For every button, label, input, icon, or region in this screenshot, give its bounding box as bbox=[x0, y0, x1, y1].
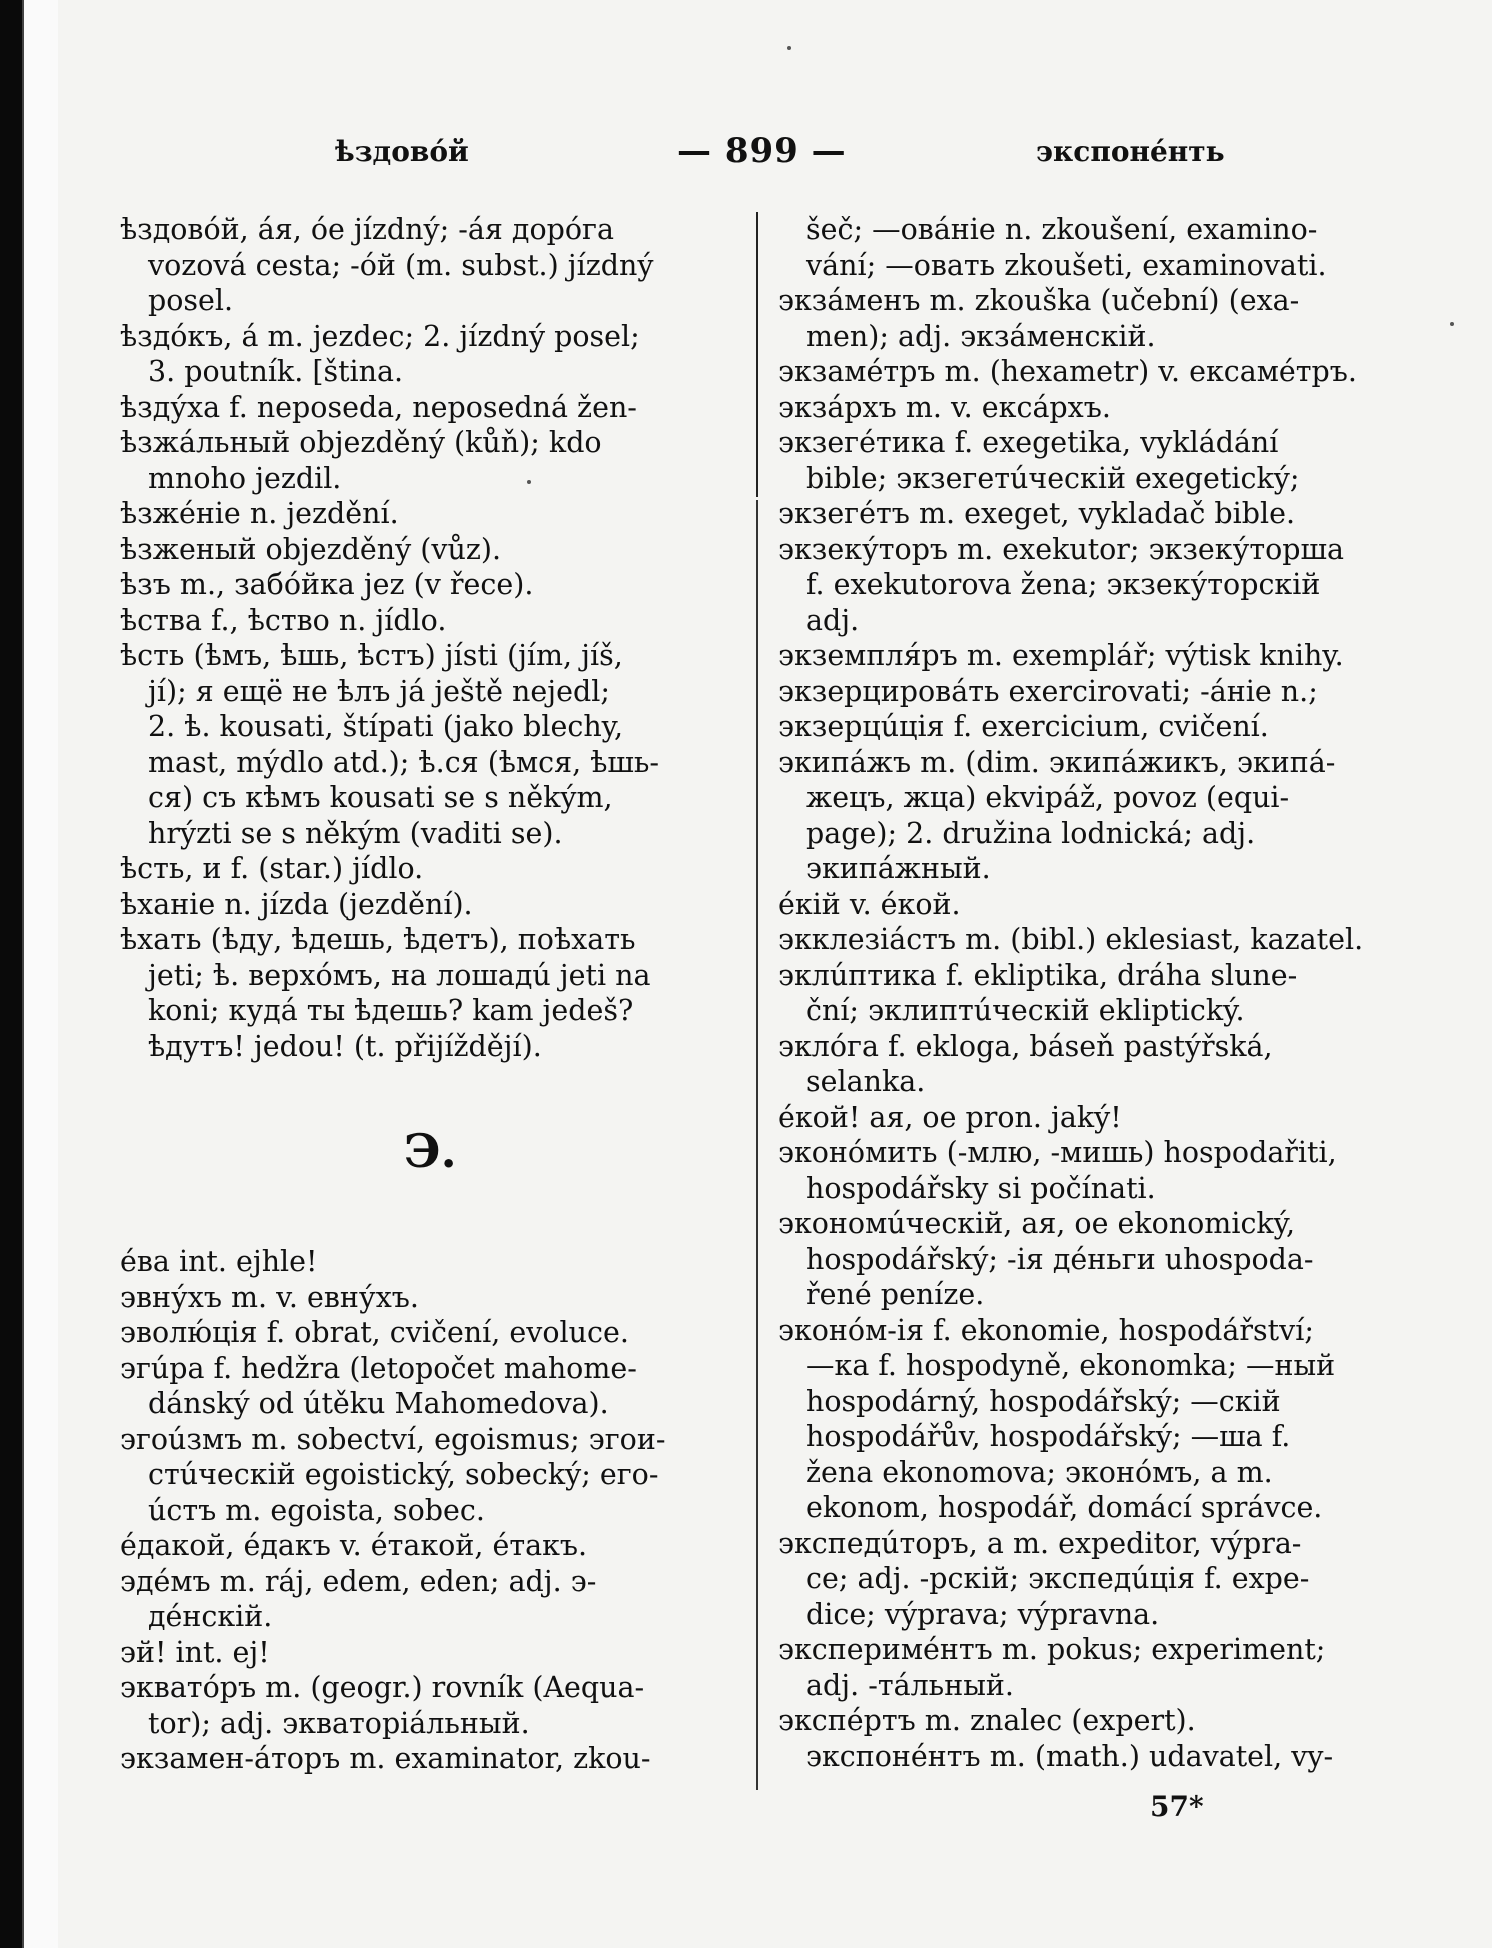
dictionary-line: dice; výprava; výpravna. bbox=[806, 1597, 1160, 1631]
dictionary-line: дéнскій. bbox=[148, 1600, 273, 1633]
dictionary-line: эксперимéнтъ m. pokus; experiment; bbox=[778, 1633, 1326, 1666]
dictionary-line: hospodárný, hospodářský; —скій bbox=[806, 1384, 1281, 1418]
dictionary-line: mast, mýdlo atd.); ѣ.ся (ѣмся, ѣшь- bbox=[148, 745, 660, 779]
dictionary-line: adj. -тáльный. bbox=[806, 1668, 1014, 1702]
dictionary-line: ѣздовóй, áя, óе jízdný; -áя дорóга bbox=[120, 213, 614, 246]
dictionary-line: ѣдутъ! jedou! (t. přijíždějí). bbox=[148, 1029, 542, 1063]
dictionary-line: žena ekonomova; эконóмъ, а m. bbox=[806, 1455, 1273, 1489]
dictionary-line: úстъ m. egoista, sobec. bbox=[148, 1493, 485, 1527]
dictionary-line: экономúческій, ая, ое ekonomický, bbox=[778, 1207, 1296, 1240]
dictionary-line: éкой! ая, ое pron. jaký! bbox=[778, 1100, 1122, 1134]
dictionary-line: page); 2. družina lodnická; adj. bbox=[806, 816, 1256, 850]
scan-edge-dark bbox=[0, 0, 22, 1948]
dictionary-line: šeč; —ова́ніе n. zkoušení, examino- bbox=[806, 213, 1318, 246]
dictionary-line: tor); adj. экваторіáльный. bbox=[148, 1706, 530, 1740]
column-divider-lower bbox=[756, 500, 758, 1790]
dictionary-line: эволю́ція f. obrat, cvičení, evoluce. bbox=[120, 1316, 629, 1349]
page-number: — 899 — bbox=[677, 131, 847, 171]
dictionary-line: 3. poutník. [ština. bbox=[148, 355, 404, 388]
dictionary-line: jí); я ещё не ѣлъ já ještě nejedl; bbox=[148, 674, 610, 708]
dictionary-line: экзамéтръ m. (hexametr) v. ексамéтръ. bbox=[778, 355, 1357, 388]
dictionary-line: éкій v. éкой. bbox=[778, 887, 961, 921]
dictionary-line: ѣзжáльный objezděný (kůň); kdo bbox=[120, 426, 602, 459]
dictionary-line: эклúптика f. ekliptika, dráha slune- bbox=[778, 958, 1298, 992]
dictionary-line: ѣханіе n. jízda (jezdění). bbox=[120, 887, 473, 921]
dictionary-line: ѣства f., ѣство n. jídlo. bbox=[120, 603, 447, 637]
right-column bbox=[778, 212, 1378, 1774]
dictionary-line: экзерцúція f. exercicium, cvičení. bbox=[778, 710, 1269, 743]
dictionary-line: vozová cesta; -óй (m. subst.) jízdný bbox=[148, 248, 654, 282]
dictionary-line: men); adj. экзáменскій. bbox=[806, 319, 1156, 353]
dictionary-line: jeti; ѣ. верхóмъ, на лошадú jeti na bbox=[148, 958, 651, 992]
dictionary-line: эконóм-ія f. ekonomie, hospodářství; bbox=[778, 1313, 1314, 1347]
left-column bbox=[120, 212, 730, 1777]
scan-speck bbox=[1450, 322, 1454, 326]
scan-speck bbox=[527, 480, 531, 484]
dictionary-line: f. exekutorova žena; экзеку́торскій bbox=[806, 568, 1321, 601]
dictionary-line: экземпля́ръ m. exemplář; výtisk knihy. bbox=[778, 639, 1344, 672]
dictionary-line: ekonom, hospodář, domácí správce. bbox=[806, 1491, 1323, 1524]
section-letter: Э. bbox=[404, 1124, 457, 1178]
dictionary-line: vání; —овать zkoušeti, examinovati. bbox=[806, 248, 1327, 282]
dictionary-line: экспéртъ m. znalec (expert). bbox=[778, 1704, 1196, 1737]
column-divider-upper bbox=[756, 212, 758, 497]
dictionary-line: эконóмить (-млю, -мишь) hospodařiti, bbox=[778, 1136, 1337, 1169]
dictionary-line: ѣзду́ха f. neposeda, neposedná žen- bbox=[120, 390, 637, 424]
dictionary-line: koni; кудá ты ѣдешь? kam jedeš? bbox=[148, 994, 634, 1027]
dictionary-line: экзамен-áторъ m. examinator, zkou- bbox=[120, 1742, 651, 1775]
dictionary-line: 2. ѣ. kousati, štípati (jako blechy, bbox=[148, 710, 624, 743]
dictionary-line: экзерцировáть exercirovati; -áніе n.; bbox=[778, 674, 1318, 708]
dictionary-line: ční; эклиптúческій ekliptický. bbox=[806, 994, 1245, 1027]
dictionary-line: dánský od útěku Mahomedova). bbox=[148, 1387, 609, 1420]
dictionary-line: mnoho jezdil. bbox=[148, 461, 342, 495]
dictionary-line: экклезiáстъ m. (bibl.) eklesiast, kazatel. bbox=[778, 923, 1364, 956]
dictionary-line: řené peníze. bbox=[806, 1278, 985, 1311]
dictionary-line: ѣздóкъ, á m. jezdec; 2. jízdný posel; bbox=[120, 319, 640, 353]
dictionary-line: ѣзъ m., забóйка jez (v řece). bbox=[120, 568, 534, 601]
running-head-first-entry: ѣздовóй bbox=[335, 135, 469, 168]
dictionary-line: экзáрхъ m. v. ексáрхъ. bbox=[778, 390, 1111, 424]
running-head bbox=[0, 131, 1492, 179]
dictionary-line: экзáменъ m. zkouška (učební) (exa- bbox=[778, 284, 1300, 317]
dictionary-line: hospodářsky si počínati. bbox=[806, 1171, 1156, 1205]
dictionary-line: жецъ, жца) ekvipáž, povoz (equi- bbox=[806, 781, 1290, 814]
dictionary-line: ѣсть (ѣмъ, ѣшь, ѣстъ) jísti (jím, jíš, bbox=[120, 639, 623, 672]
dictionary-line: эвну́хъ m. v. евну́хъ. bbox=[120, 1280, 419, 1314]
dictionary-line: эклóга f. ekloga, báseň pastýřská, bbox=[778, 1029, 1273, 1063]
dictionary-line: экспонéнтъ m. (math.) udavatel, vy- bbox=[806, 1739, 1334, 1773]
dictionary-line: экзеку́торъ m. exekutor; экзеку́торша bbox=[778, 532, 1345, 566]
dictionary-line: éдакой, éдакъ v. éтакой, éтакъ. bbox=[120, 1529, 588, 1562]
dictionary-line: hospodářův, hospodářský; —ша f. bbox=[806, 1420, 1291, 1453]
dictionary-line: selanka. bbox=[806, 1065, 926, 1098]
dictionary-line: ѣсть, и f. (star.) jídlo. bbox=[120, 852, 424, 885]
dictionary-line: posel. bbox=[148, 284, 234, 317]
dictionary-line: ѣзжéніе n. jezdění. bbox=[120, 497, 399, 530]
dictionary-line: стúческій egoistický, sobecký; его- bbox=[148, 1458, 659, 1491]
dictionary-line: эдéмъ m. ráj, edem, eden; adj. э- bbox=[120, 1564, 597, 1598]
scan-edge-page-margin bbox=[22, 0, 60, 1948]
dictionary-line: —ка f. hospodyně, ekonomka; —ный bbox=[806, 1349, 1336, 1382]
dictionary-line: adj. bbox=[806, 603, 860, 637]
dictionary-line: ce; adj. -рскій; экспедúція f. expe- bbox=[806, 1562, 1310, 1595]
dictionary-line: эгоúзмъ m. sobectví, egoismus; эгои- bbox=[120, 1422, 666, 1456]
dictionary-line: ся) съ кѣмъ kousati se s někým, bbox=[148, 781, 613, 814]
dictionary-line: экипáжъ m. (dim. экипáжикъ, экипá- bbox=[778, 745, 1336, 779]
running-head-last-entry: экспонéнть bbox=[1036, 135, 1225, 168]
dictionary-line: экипáжный. bbox=[806, 852, 991, 885]
dictionary-line: ѣзженый objezděný (vůz). bbox=[120, 532, 502, 566]
dictionary-line: эй! int. ej! bbox=[120, 1635, 270, 1669]
dictionary-line: bible; экзегетúческій exegetický; bbox=[806, 461, 1300, 495]
dictionary-line: hrýzti se s někým (vaditi se). bbox=[148, 816, 563, 850]
dictionary-line: hospodářský; -ія дéньги uhospoda- bbox=[806, 1242, 1314, 1276]
dictionary-line: ѣхать (ѣду, ѣдешь, ѣдетъ), поѣхать bbox=[120, 923, 636, 956]
dictionary-line: эгúра f. hedžra (letopočet mahome- bbox=[120, 1351, 637, 1385]
dictionary-line: экватóръ m. (geogr.) rovník (Aequa- bbox=[120, 1671, 645, 1704]
scan-speck bbox=[787, 46, 791, 50]
dictionary-line: экспедúторъ, а m. expeditor, výpra- bbox=[778, 1526, 1302, 1560]
dictionary-line: экзегéтика f. exegetika, vykládání bbox=[778, 426, 1279, 459]
dictionary-line: экзегéтъ m. exeget, vykladač bible. bbox=[778, 497, 1296, 530]
dictionary-line: éва int. ejhle! bbox=[120, 1245, 318, 1278]
signature-mark: 57* bbox=[1150, 1790, 1204, 1823]
